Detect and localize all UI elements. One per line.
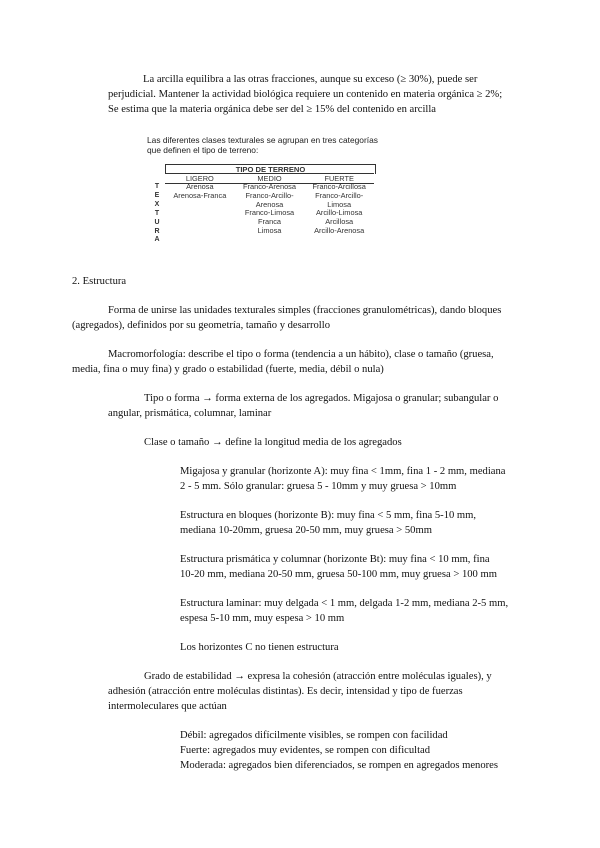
- intro-line-2: perjudicial. Mantener la actividad biológica requiere un contenido en materia orgánica ≥ 2%;: [108, 89, 503, 100]
- size-class-bloques-line-1: Estructura en bloques (horizonte B): muy fina < 5 mm, fina 5-10 mm,: [180, 510, 477, 521]
- table-cell: Arcillosa: [325, 217, 354, 227]
- texture-table: [149, 164, 374, 250]
- macromorfologia-line-2: media, fina o muy fina) y grado o estabilidad (fuerte, media, débil o nula): [72, 364, 384, 375]
- definition-line-2: (agregados), definidos por su geometría, tamaño y desarrollo: [72, 320, 330, 331]
- table-cell: Limosa: [257, 225, 282, 235]
- intro-line-1: La arcilla equilibra a las otras fracciones, aunque su exceso (≥ 30%), puede ser: [143, 74, 478, 85]
- clase-tamano: Clase o tamaño → define la longitud media de los agregados: [144, 437, 402, 448]
- side-letter: T: [154, 183, 160, 190]
- table-cell: Franco-Arcillo-: [245, 190, 294, 200]
- size-class-granular-line-1: Migajosa y granular (horizonte A): muy fina < 1mm, fina 1 - 2 mm, mediana: [180, 466, 506, 477]
- table-cell: Franca: [258, 217, 282, 227]
- column-ligero: [165, 183, 235, 236]
- section-heading: 2. Estructura: [72, 276, 127, 287]
- table-caption: [147, 135, 378, 155]
- table-caption-line-2: que definen el tipo de terreno:: [147, 145, 259, 155]
- grade-debil: Débil: agregados difícilmente visibles, se rompen con facilidad: [180, 730, 448, 741]
- tipo-forma-line-1: Tipo o forma → forma externa de los agregados. Migajosa o granular; subangular o: [144, 393, 499, 404]
- intro-line-3: Se estima que la materia orgánica debe ser del ≥ 15% del contenido en arcilla: [108, 104, 437, 115]
- side-letter: X: [154, 200, 160, 208]
- definition-line-1: Forma de unirse las unidades texturales simples (fracciones granulométricas), dando bloques: [108, 305, 502, 316]
- side-letter: U: [154, 218, 160, 226]
- table-cell: Franco-Arcillosa: [312, 182, 366, 191]
- side-label-textura: [152, 183, 162, 245]
- tipo-forma-line-2: angular, prismática, columnar, laminar: [108, 408, 272, 419]
- grade-fuerte: Fuerte: agregados muy evidentes, se rompen con dificultad: [180, 745, 431, 756]
- column-header-fuerte: FUERTE: [324, 174, 354, 183]
- side-letter: A: [154, 236, 160, 244]
- size-class-laminar-line-2: espesa 5-10 mm, muy espesa > 10 mm: [180, 613, 345, 624]
- grado-line-2: adhesión (atracción entre moléculas distintas). Es decir, intensidad y tipo de fuerzas: [108, 686, 463, 697]
- table-cell: Limosa: [327, 199, 352, 209]
- macromorfologia-line-1: Macromorfología: describe el tipo o forma (tendencia a un hábito), clase o tamaño (gruesa,: [108, 349, 494, 360]
- size-class-prismatica-line-1: Estructura prismática y columnar (horizonte Bt): muy fina < 10 mm, fina: [180, 554, 490, 565]
- horizontes-c-note: Los horizontes C no tienen estructura: [180, 642, 339, 653]
- side-letter: R: [154, 227, 160, 235]
- table-cell: Arenosa: [255, 199, 284, 209]
- table-caption-line-1: Las diferentes clases texturales se agrupan en tres categorías: [147, 135, 378, 145]
- size-class-prismatica-line-2: 10-20 mm, mediana 20-50 mm, gruesa 50-100 mm, muy gruesa > 100 mm: [180, 569, 497, 580]
- grado-line-1: Grado de estabilidad → expresa la cohesión (atracción entre moléculas iguales), y: [144, 671, 492, 682]
- grade-moderada: Moderada: agregados bien diferenciados, se rompen en agregados menores: [180, 760, 498, 771]
- table-cell: Franco-Arenosa: [243, 182, 296, 191]
- table-cell: Franco-Limosa: [244, 208, 295, 218]
- side-letter: T: [154, 209, 160, 217]
- size-class-bloques-line-2: mediana 10-20mm, gruesa 20-50 mm, muy gruesa > 50mm: [180, 525, 432, 536]
- size-class-laminar-line-1: Estructura laminar: muy delgada < 1 mm, delgada 1-2 mm, mediana 2-5 mm,: [180, 598, 509, 609]
- table-cell: Arenosa: [186, 182, 214, 191]
- table-cell: Franco-Arcillo-: [315, 190, 364, 200]
- table-cell: Arcillo-Arenosa: [314, 225, 365, 235]
- table-cell: Arcillo-Limosa: [315, 208, 363, 218]
- grado-line-3: intermoleculares que actúan: [108, 701, 227, 712]
- size-class-granular-line-2: 2 - 5 mm. Sólo granular: gruesa 5 - 10mm y muy gruesa > 10mm: [180, 481, 457, 492]
- table-body: [165, 183, 374, 236]
- column-header-medio: MEDIO: [257, 174, 282, 183]
- table-cell: Arenosa-Franca: [173, 190, 227, 200]
- table-title: TIPO DE TERRENO: [165, 164, 376, 174]
- column-medio: [235, 183, 305, 236]
- column-header-ligero: LIGERO: [185, 174, 214, 183]
- column-fuerte: [304, 183, 374, 236]
- side-letter: E: [154, 191, 160, 199]
